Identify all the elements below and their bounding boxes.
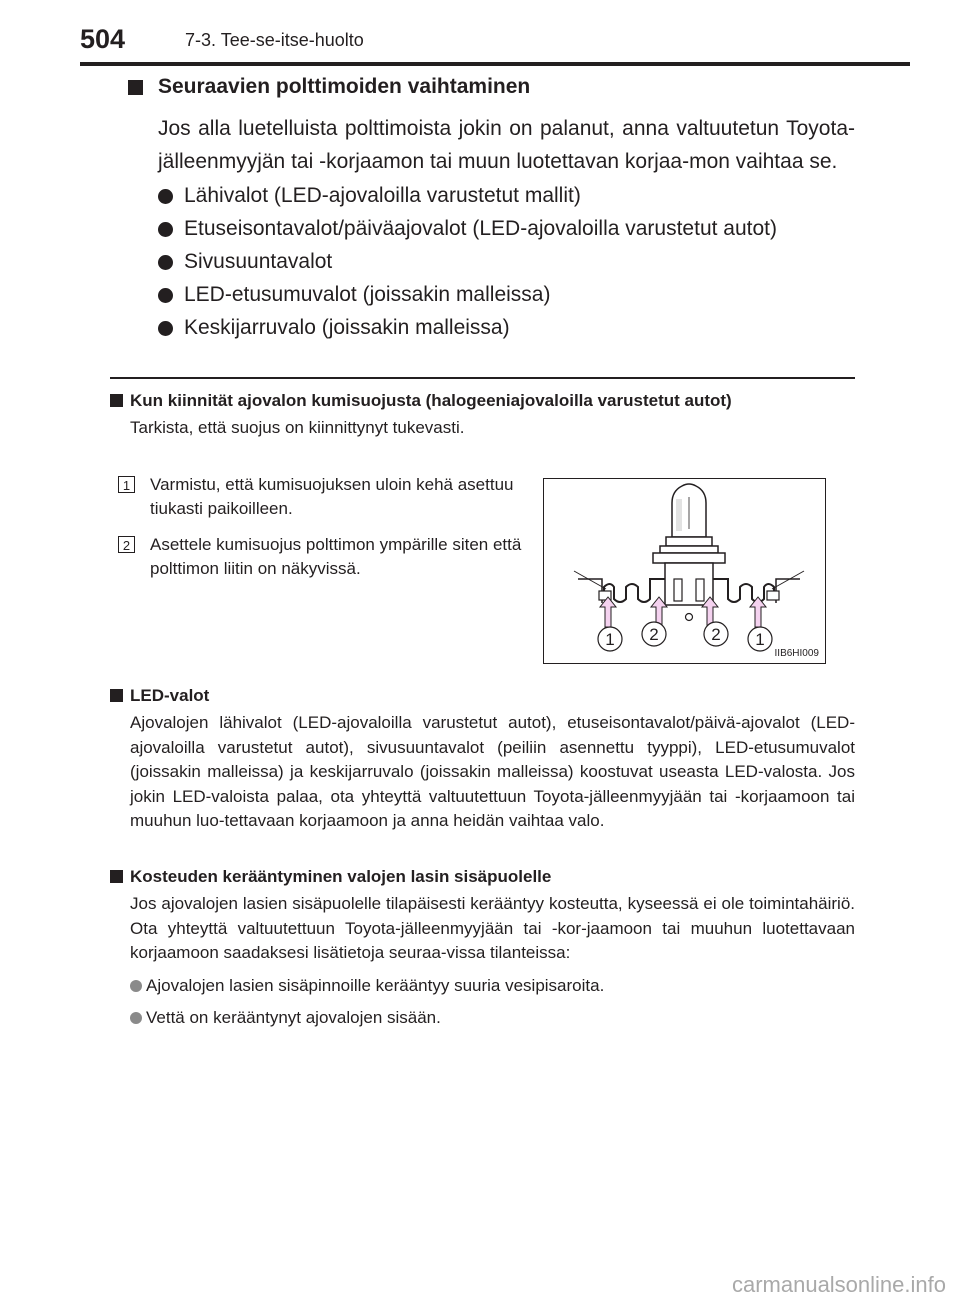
section-paragraph: Jos ajovalojen lasien sisäpuolelle tilapäisesti kerääntyy kosteutta, kyseessä ei ole toimintahäiriö. Ota yhteyttä valtuutettuun Toyota-jälleenmyyjään tai -kor-jaamoon tai muuhun luotettavaan korjaamoon saadaksesi lisätietoja seuraa-vissa tilanteissa: [130,894,855,962]
list-item-text: Etuseisontavalot/päiväajovalot (LED-ajovaloilla varustetut autot) [184,217,777,240]
step-number: 1 [118,476,135,493]
list-item [158,213,855,245]
list-item [158,246,855,278]
section-rubber-cover [110,390,855,441]
bullet-icon [130,1012,142,1024]
page-header [80,22,880,62]
list-item [158,279,855,311]
step-text: Asettele kumisuojus polttimon ympärille siten että polttimon liitin on näkyvissä. [150,535,522,578]
step-list [118,473,523,581]
list-item-text: LED-etusumuvalot (joissakin malleissa) [184,283,551,306]
callout-label: 1 [755,630,765,649]
list-item [130,1006,855,1030]
list-item [158,180,855,212]
list-item-text: Lähivalot (LED-ajovaloilla varustetut mallit) [184,184,581,207]
page-number: 504 [80,24,126,54]
section-paragraph: Jos alla luetelluista polttimoista jokin on palanut, anna valtuutetun Toyota-jälleenmyyjän tai -korjaamon tai muun luotettavan korjaa-mon vaihtaa se. [158,117,855,173]
section-condensation [110,866,855,1030]
header-rule [80,62,910,66]
square-bullet-icon [128,80,143,95]
section-divider [110,377,855,379]
chapter-title: 7-3. Tee-se-itse-huolto [185,30,364,50]
list-item-text: Sivusuuntavalot [184,250,333,273]
callout-label: 2 [711,625,721,644]
step-item [118,533,523,581]
section-heading-text: LED-valot [130,686,210,705]
step-text: Varmistu, että kumisuojuksen uloin kehä asettuu tiukasti paikoilleen. [150,475,514,518]
callout-label: 2 [649,625,659,644]
list-item-text: Vettä on kerääntynyt ajovalojen sisään. [146,1007,441,1027]
headlight-bulb-figure [543,478,826,664]
section-paragraph: Ajovalojen lähivalot (LED-ajovaloilla varustetut autot), etuseisontavalot/päivä-ajovalot (LED-ajovaloilla varustetut autot), sivusuuntavalot (peiliin asennettu tyyppi), LED-etusumuvalot (joissakin malleissa) ja keskijarruvalo (joissakin malleissa) koostuvat useasta LED-valosta. Jos jokin LED-valoista palaa, ota yhteyttä valtuutettuun Toyota-jälleenmyyjään tai -korjaamoon tai muuhun luo-tettavaan korjaamoon ja anna heidän vaihtaa valo. [130,713,855,830]
section-heading [110,72,855,102]
watermark: carmanualsonline.info [731,1272,946,1297]
bullet-icon [158,255,173,270]
bulb-list [158,180,855,344]
list-item [158,312,855,344]
bullet-icon [130,980,142,992]
square-bullet-icon [110,870,123,883]
list-item [130,974,855,998]
section-paragraph: Tarkista, että suojus on kiinnittynyt tukevasti. [130,418,465,437]
step-item [118,473,523,521]
section-bulb-replacement [110,72,855,344]
bullet-icon [158,321,173,336]
bullet-icon [158,288,173,303]
section-heading-text: Kosteuden kerääntyminen valojen lasin sisäpuolelle [130,867,552,886]
square-bullet-icon [110,689,123,702]
list-item-text: Ajovalojen lasien sisäpinnoille kerääntyy suuria vesipisaroita. [146,975,605,995]
condensation-list [130,974,855,1030]
list-item-text: Keskijarruvalo (joissakin malleissa) [184,316,510,339]
bullet-icon [158,222,173,237]
callout-label: 1 [605,630,615,649]
section-heading [110,390,855,412]
bullet-icon [158,189,173,204]
section-heading [110,685,855,707]
step-number: 2 [118,536,135,553]
section-led-lights [110,685,855,834]
figure-code: IIB6HI009 [774,648,819,659]
section-heading-text: Kun kiinnität ajovalon kumisuojusta (halogeeniajovaloilla varustetut autot) [130,391,732,410]
section-heading [110,866,855,888]
square-bullet-icon [110,394,123,407]
section-heading-text: Seuraavien polttimoiden vaihtaminen [158,75,531,98]
bulb-rubber-cover-illustration [544,479,824,662]
